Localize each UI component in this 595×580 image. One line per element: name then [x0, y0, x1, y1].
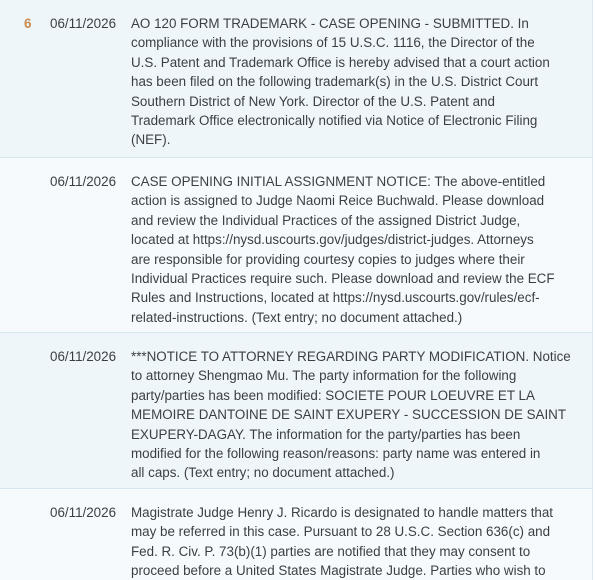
- entry-date: 06/11/2026: [50, 174, 117, 189]
- entry-text: AO 120 FORM TRADEMARK - CASE OPENING - SUBMITTED. In compliance with the provisions of 15 U.S.C. 1116, the Director of the U.S. Patent and Trademark Office is hereby advised that a court action has been filed on the following trademark(s) in the U.S. District Court Southern District of New York. Director of the U.S. Patent and Trademark Office electronically notified via Notice of Electronic Filing (NEF).: [131, 16, 550, 148]
- entry-date: 06/11/2026: [50, 505, 117, 520]
- entry-date: 06/11/2026: [50, 16, 117, 31]
- docket-entry: [0, 158, 592, 333]
- entry-text: Magistrate Judge Henry J. Ricardo is designated to handle matters that may be referred in this case. Pursuant to 28 U.S.C. Section 636(c) and Fed. R. Civ. P. 73(b)(1) parties are notified that they may consent to proceed before a United States Magistrate Judge. Parties who wish to: [131, 505, 554, 579]
- docket-entry: [0, 489, 592, 580]
- entry-date: 06/11/2026: [50, 349, 117, 364]
- entry-text: CASE OPENING INITIAL ASSIGNMENT NOTICE: The above-entitled action is assigned to Judge Naomi Reice Buchwald. Please download and review the Individual Practices of the assigned District Judge, located at https://nysd.uscourts.gov/judges/district-judges. Attorneys are responsible for providing courtesy copies to judges where their Individual Practices require such. Please download and review the ECF Rules and Instructions, located at https://nysd.uscourts.gov/rules/ecf- related-instructions. (Text entry; no document attached.): [131, 174, 555, 325]
- entry-text: ***NOTICE TO ATTORNEY REGARDING PARTY MODIFICATION. Notice to attorney Shengmao Mu. The party information for the following party/parties has been modified: SOCIETE POUR LOEUVRE ET LA MEMOIRE DANTOINE DE SAINT EXUPERY - SUCCESSION DE SAINT EXUPERY-DAGAY. The information for the party/parties has been modified for the following reason/reasons: party name was entered in all caps. (Text entry; no document attached.): [131, 349, 571, 481]
- docket-entry: [0, 0, 592, 158]
- entry-number[interactable]: 6: [24, 16, 32, 31]
- docket-entry: [0, 333, 592, 489]
